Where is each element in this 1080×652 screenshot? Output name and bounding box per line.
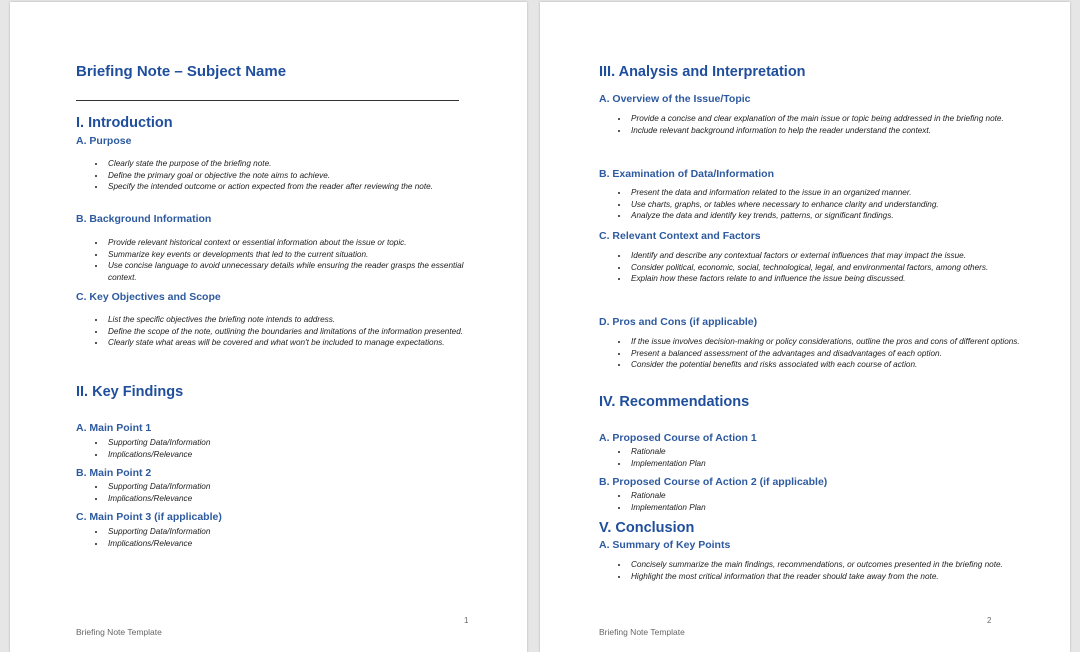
summary-bullets bbox=[599, 559, 1021, 582]
context-bullets bbox=[599, 250, 1021, 285]
list-item: • Include relevant background information to help the reader understand the context. bbox=[629, 125, 1021, 137]
list-item: • Provide a concise and clear explanation of the main issue or topic being addressed in the briefing note. bbox=[629, 113, 1021, 125]
list-item: • Supporting Data/Information bbox=[106, 481, 491, 493]
subheading-action-1: A. Proposed Course of Action 1 bbox=[599, 432, 757, 444]
section-heading-key-findings: II. Key Findings bbox=[76, 384, 184, 400]
list-item: • Implications/Relevance bbox=[106, 449, 491, 461]
list-item: • Rationale bbox=[629, 446, 1021, 458]
list-item: • Implementation Plan bbox=[629, 502, 1021, 514]
page-number: 1 bbox=[464, 616, 469, 625]
list-item: • Use concise language to avoid unnecessary details while ensuring the reader grasps the essential context. bbox=[106, 260, 491, 283]
action-1-bullets bbox=[599, 446, 1021, 469]
pros-cons-bullets bbox=[599, 336, 1021, 371]
list-item: • Supporting Data/Information bbox=[106, 526, 491, 538]
list-item: • Supporting Data/Information bbox=[106, 437, 491, 449]
subheading-main-point-3: C. Main Point 3 (if applicable) bbox=[76, 511, 222, 523]
subheading-main-point-2: B. Main Point 2 bbox=[76, 467, 152, 479]
list-item: • Define the scope of the note, outlining the boundaries and limitations of the information presented. bbox=[106, 326, 491, 338]
subheading-examination: B. Examination of Data/Information bbox=[599, 168, 775, 180]
list-item: • Clearly state the purpose of the briefing note. bbox=[106, 158, 491, 170]
subheading-overview: A. Overview of the Issue/Topic bbox=[599, 93, 751, 105]
subheading-main-point-1: A. Main Point 1 bbox=[76, 422, 152, 434]
document-title: Briefing Note – Subject Name bbox=[76, 63, 287, 80]
list-item: • Highlight the most critical information that the reader should take away from the note. bbox=[629, 571, 1021, 583]
document-page-1 bbox=[10, 2, 527, 652]
list-item: • Implementation Plan bbox=[629, 458, 1021, 470]
main-point-3-bullets bbox=[76, 526, 491, 549]
list-item: • Use charts, graphs, or tables where necessary to enhance clarity and understanding. bbox=[629, 199, 1021, 211]
objectives-bullets bbox=[76, 314, 491, 349]
list-item: • Rationale bbox=[629, 490, 1021, 502]
subheading-summary: A. Summary of Key Points bbox=[599, 539, 731, 551]
background-bullets bbox=[76, 237, 491, 283]
subheading-context: C. Relevant Context and Factors bbox=[599, 230, 761, 242]
main-point-2-bullets bbox=[76, 481, 491, 504]
section-heading-introduction: I. Introduction bbox=[76, 115, 173, 131]
list-item: • Consider the potential benefits and risks associated with each course of action. bbox=[629, 359, 1021, 371]
section-heading-conclusion: V. Conclusion bbox=[599, 520, 695, 536]
subheading-objectives: C. Key Objectives and Scope bbox=[76, 291, 221, 303]
list-item: • Implications/Relevance bbox=[106, 493, 491, 505]
list-item: • Explain how these factors relate to and influence the issue being discussed. bbox=[629, 273, 1021, 285]
list-item: • Present the data and information related to the issue in an organized manner. bbox=[629, 187, 1021, 199]
subheading-pros-cons: D. Pros and Cons (if applicable) bbox=[599, 316, 758, 328]
list-item: • Define the primary goal or objective the note aims to achieve. bbox=[106, 170, 491, 182]
list-item: • Summarize key events or developments that led to the current situation. bbox=[106, 249, 491, 261]
list-item: • Provide relevant historical context or essential information about the issue or topic. bbox=[106, 237, 491, 249]
subheading-purpose: A. Purpose bbox=[76, 135, 132, 147]
document-page-2 bbox=[540, 2, 1070, 652]
action-2-bullets bbox=[599, 490, 1021, 513]
list-item: • List the specific objectives the briefing note intends to address. bbox=[106, 314, 491, 326]
list-item: • Specify the intended outcome or action expected from the reader after reviewing the note. bbox=[106, 181, 491, 193]
page-number: 2 bbox=[987, 616, 992, 625]
list-item: • Analyze the data and identify key trends, patterns, or significant findings. bbox=[629, 210, 1021, 222]
list-item: • If the issue involves decision-making or policy considerations, outline the pros and cons of different options. bbox=[629, 336, 1021, 348]
subheading-action-2: B. Proposed Course of Action 2 (if applicable) bbox=[599, 476, 828, 488]
title-divider bbox=[76, 100, 459, 101]
list-item: • Present a balanced assessment of the advantages and disadvantages of each option. bbox=[629, 348, 1021, 360]
list-item: • Clearly state what areas will be covered and what won't be included to manage expectations. bbox=[106, 337, 491, 349]
section-heading-analysis: III. Analysis and Interpretation bbox=[599, 64, 806, 80]
page-footer: Briefing Note Template bbox=[599, 627, 685, 637]
purpose-bullets bbox=[76, 158, 491, 193]
examination-bullets bbox=[599, 187, 1021, 222]
main-point-1-bullets bbox=[76, 437, 491, 460]
overview-bullets bbox=[599, 113, 1021, 136]
subheading-background: B. Background Information bbox=[76, 213, 212, 225]
page-footer: Briefing Note Template bbox=[76, 627, 162, 637]
list-item: • Implications/Relevance bbox=[106, 538, 491, 550]
list-item: • Consider political, economic, social, technological, legal, and environmental factors, among others. bbox=[629, 262, 1021, 274]
list-item: • Identify and describe any contextual factors or external influences that may impact the issue. bbox=[629, 250, 1021, 262]
list-item: • Concisely summarize the main findings, recommendations, or outcomes presented in the briefing note. bbox=[629, 559, 1021, 571]
section-heading-recommendations: IV. Recommendations bbox=[599, 394, 750, 410]
